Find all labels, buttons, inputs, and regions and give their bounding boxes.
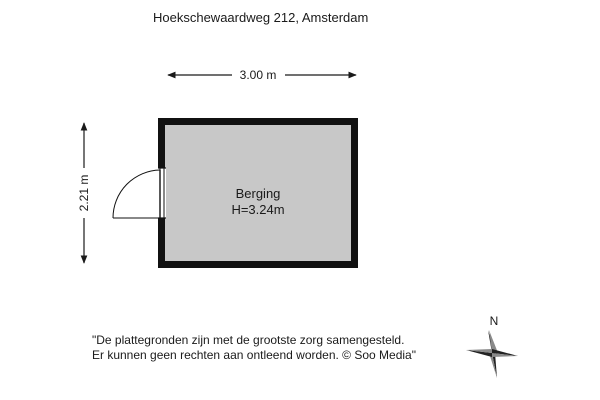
disclaimer [92,333,416,363]
room-name: Berging [235,186,281,201]
width-dimension-label: 3.00 m [239,68,277,82]
room-ceiling-height: H=3.24m [231,202,285,217]
width-dimension [168,68,356,82]
door-opening [157,168,166,218]
disclaimer-line-1: "De plattegronden zijn met de grootste zorg samengesteld. [92,333,405,347]
height-dimension [77,123,91,263]
room-berging [113,118,358,268]
compass-rose-icon [466,314,518,378]
disclaimer-line-2: Er kunnen geen rechten aan ontleend worden. © Soo Media" [92,348,416,362]
door-swing-arc [113,170,160,218]
compass-north-label: N [489,314,499,328]
height-dimension-label: 2.21 m [77,174,91,212]
plan-address: Hoekschewaardweg 212, Amsterdam [153,10,369,25]
